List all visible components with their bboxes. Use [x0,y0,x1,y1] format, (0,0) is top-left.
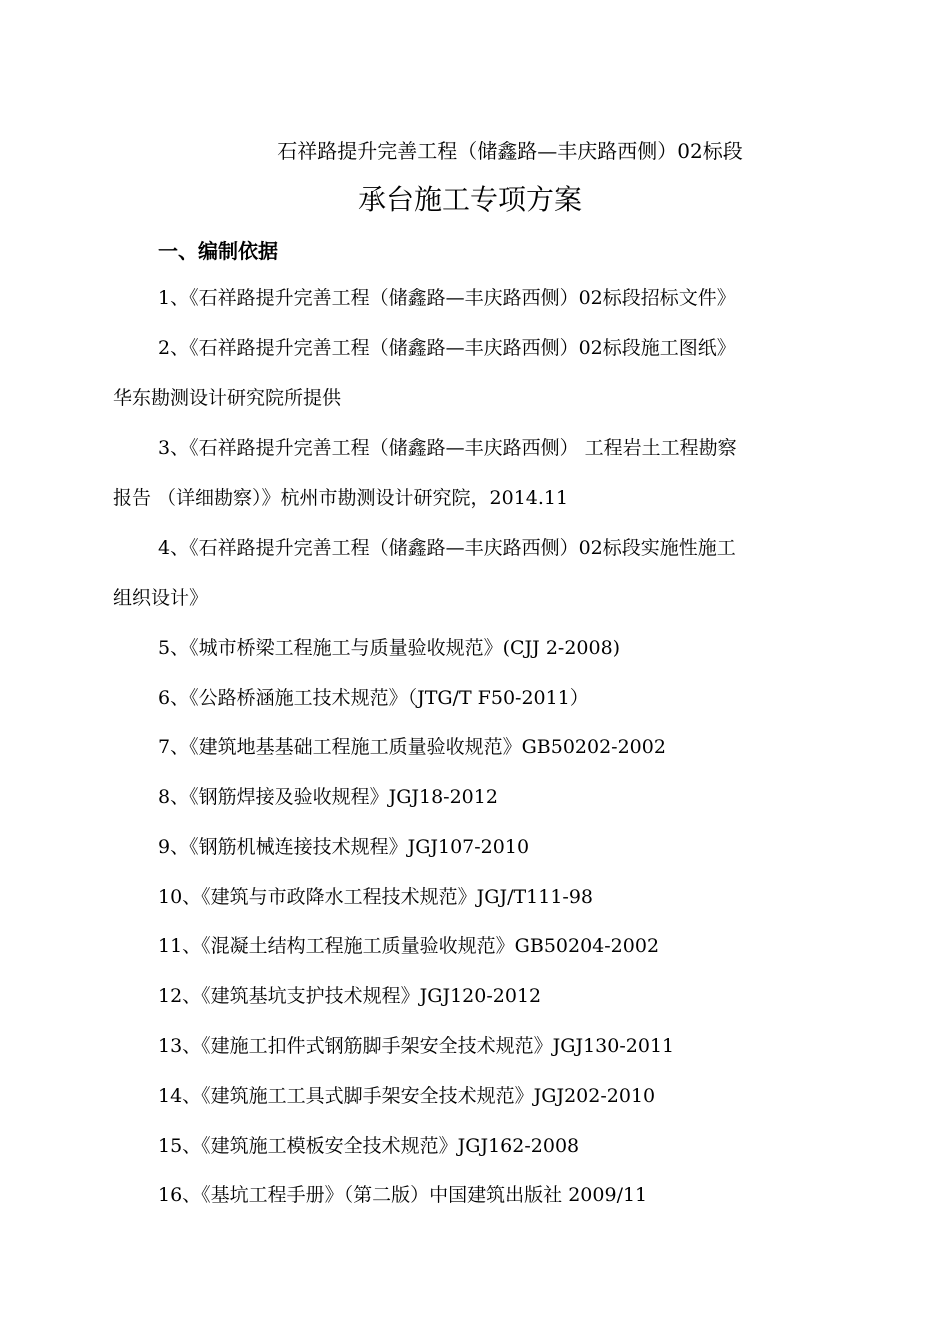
reference-line: 2、《石祥路提升完善工程（储鑫路—丰庆路西侧）02标段施工图纸》 [158,337,736,359]
reference-item-13 [113,1021,873,1071]
reference-item-16 [113,1170,873,1220]
reference-line: 13、《建施工扣件式钢筋脚手架安全技术规范》JGJ130-2011 [158,1035,675,1057]
reference-item-8 [113,772,873,822]
reference-item-6 [113,673,873,723]
reference-item-12 [113,971,873,1021]
reference-item-3 [113,423,873,523]
reference-item-15 [113,1121,873,1171]
reference-item-7 [113,722,873,772]
reference-item-10 [113,872,873,922]
reference-line: 8、《钢筋焊接及验收规程》JGJ18-2012 [158,786,498,808]
reference-item-2 [113,323,873,423]
reference-line: 14、《建筑施工工具式脚手架安全技术规范》JGJ202-2010 [158,1085,656,1107]
reference-item-9 [113,822,873,872]
reference-line-continued: 报告 （详细勘察）》杭州市勘测设计研究院，2014.11 [113,487,569,509]
reference-line-continued: 华东勘测设计研究院所提供 [113,387,342,409]
document-title: 承台施工专项方案 [357,183,582,216]
reference-item-5 [113,623,873,673]
reference-line: 6、《公路桥涵施工技术规范》（JTG/T F50-2011） [158,687,589,709]
reference-item-4 [113,523,873,623]
reference-line: 1、《石祥路提升完善工程（储鑫路—丰庆路西侧）02标段招标文件》 [158,287,736,309]
reference-line: 4、《石祥路提升完善工程（储鑫路—丰庆路西侧）02标段实施性施工 [158,537,736,559]
reference-item-14 [113,1071,873,1121]
reference-line: 10、《建筑与市政降水工程技术规范》JGJ/T111-98 [158,886,594,908]
reference-line: 3、《石祥路提升完善工程（储鑫路—丰庆路西侧） 工程岩土工程勘察 [158,437,737,459]
section-heading: 一、编制依据 [158,239,278,263]
reference-line: 16、《基坑工程手册》（第二版）中国建筑出版社 2009/11 [158,1184,648,1206]
reference-line: 9、《钢筋机械连接技术规程》JGJ107-2010 [158,836,530,858]
reference-line-continued: 组织设计》 [113,587,209,609]
reference-item-11 [113,921,873,971]
reference-item-1 [113,273,873,323]
reference-line: 15、《建筑施工模板安全技术规范》JGJ162-2008 [158,1135,580,1157]
reference-line: 11、《混凝土结构工程施工质量验收规范》GB50204-2002 [158,935,660,957]
reference-line: 7、《建筑地基基础工程施工质量验收规范》GB50202-2002 [158,736,666,758]
reference-line: 5、《城市桥梁工程施工与质量验收规范》(CJJ 2-2008) [158,637,621,659]
reference-line: 12、《建筑基坑支护技术规程》JGJ120-2012 [158,985,542,1007]
document-subtitle: 石祥路提升完善工程（储鑫路—丰庆路西侧）02标段 [277,139,743,163]
